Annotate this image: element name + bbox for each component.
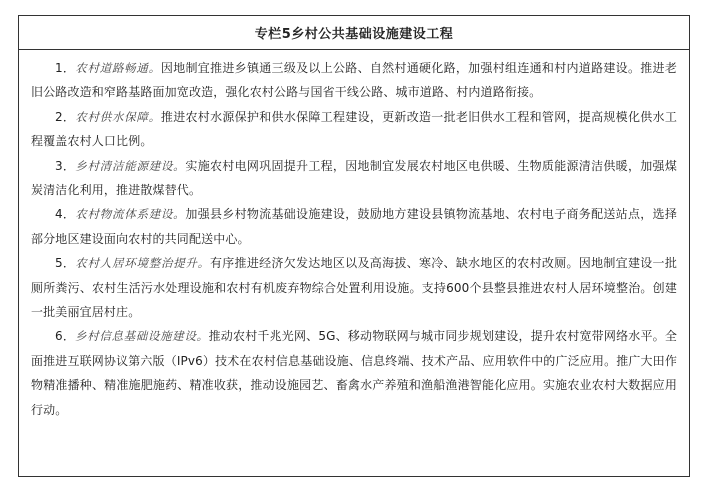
item-number: 4． [55, 207, 76, 222]
item-number: 3． [55, 158, 76, 173]
item-lead: 乡村清洁能源建设。 [75, 158, 186, 173]
item-water [31, 105, 677, 154]
item-lead: 农村人居环境整治提升。 [75, 256, 210, 271]
item-logistics [31, 202, 677, 251]
item-number: 2． [55, 109, 76, 124]
item-lead: 农村供水保障。 [75, 109, 161, 124]
item-lead: 农村物流体系建设。 [75, 207, 186, 222]
column-title: 专栏5乡村公共基础设施建设工程 [254, 27, 454, 42]
item-text: 推动农村千兆光网、5G、移动物联网与城市同步规划建设，提升农村宽带网络水平。全面推进互联网协议第六版（IPv6）技术在农村信息基础设施、信息终端、技术产品、应用软件中的广泛应用。推广大田作物精准播种、精准施肥施药、精准收获，推动设施园艺、畜禽水产养殖和渔船渔港智能化应用。实施农业农村大数据应用行动。 [31, 329, 677, 417]
content [19, 50, 689, 422]
item-lead: 乡村信息基础设施建设。 [75, 329, 209, 344]
title-row [19, 16, 689, 50]
item-text: 加强县乡村物流基础设施建设，鼓励地方建设县镇物流基地、农村电子商务配送站点，选择部分地区建设面向农村的共同配送中心。 [31, 207, 677, 246]
item-information [31, 324, 677, 422]
item-number: 5． [55, 256, 76, 271]
item-number: 1． [55, 61, 76, 75]
item-energy [31, 154, 677, 203]
item-text: 实施农村电网巩固提升工程，因地制宜发展农村地区电供暖、生物质能源清洁供暖，加强煤炭清洁化利用，推进散煤替代。 [31, 158, 677, 198]
item-number: 6． [55, 329, 76, 344]
item-text: 推进农村水源保护和供水保障工程建设，更新改造一批老旧供水工程和管网，提高规模化供水工程覆盖农村人口比例。 [31, 109, 677, 149]
item-environment [31, 251, 677, 324]
item-text: 有序推进经济欠发达地区以及高海拔、寒冷、缺水地区的农村改厕。因地制宜建设一批厕所粪污、农村生活污水处理设施和农村有机废弃物综合处置利用设施。支持600个县整县推进农村人居环境整治。创建一批美丽宜居村庄。 [31, 256, 677, 320]
column-box [18, 15, 690, 477]
item-road [31, 56, 677, 105]
item-text: 因地制宜推进乡镇通三级及以上公路、自然村通硬化路，加强村组连通和村内道路建设。推进老旧公路改造和窄路基路面加宽改造，强化农村公路与国省干线公路、城市道路、村内道路衔接。 [31, 61, 677, 100]
item-lead: 农村道路畅通。 [75, 61, 161, 75]
